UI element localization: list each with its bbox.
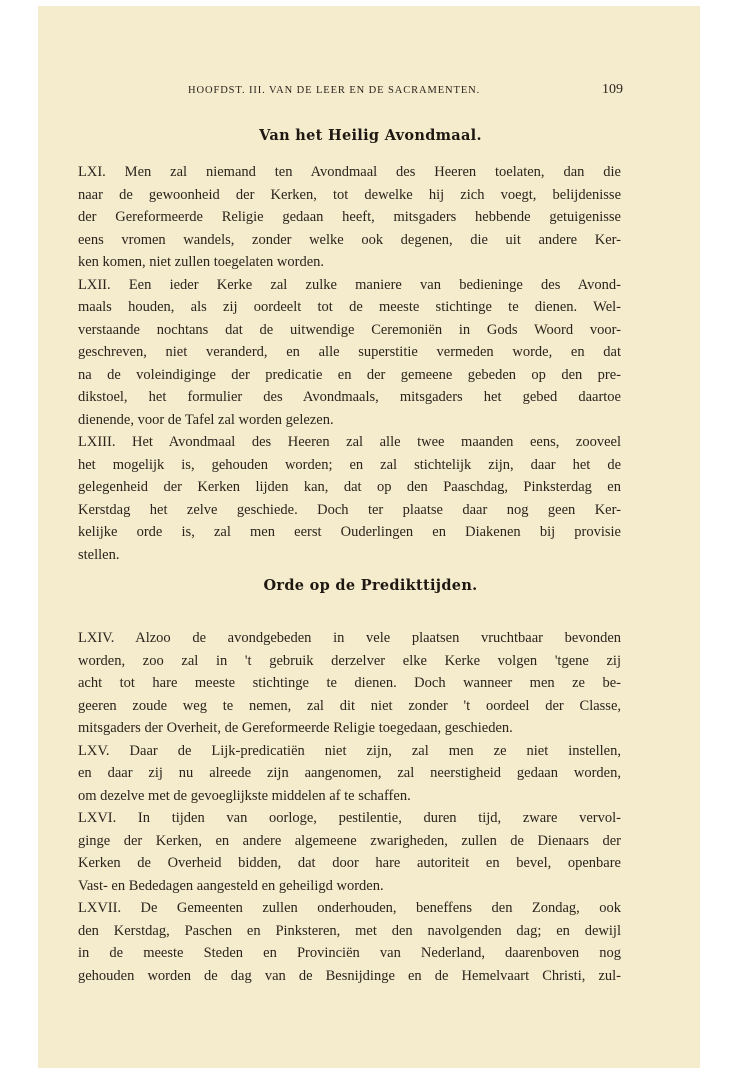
text-line: LXII. Een ieder Kerke zal zulke maniere van bedieninge des Avond- bbox=[78, 276, 621, 293]
text-line: in de meeste Steden en Provinciën van Nederland, daarenboven nog bbox=[78, 945, 621, 961]
section-heading-avondmaal: Van het Heilig Avondmaal. bbox=[259, 127, 482, 144]
book-page bbox=[38, 6, 700, 1068]
text-line: maals houden, als zij oordeelt tot de meeste stichtinge te dienen. Wel- bbox=[78, 299, 621, 315]
section-body-prediktijden bbox=[78, 627, 621, 987]
text-line: en daar zij nu alreede zijn aangenomen, zal neerstigheid gedaan worden, bbox=[78, 765, 621, 781]
text-line: kelijke orde is, zal men eerst Ouderlingen en Diakenen bij provisie bbox=[78, 524, 621, 540]
text-line: Vast- en Bededagen aangesteld en geheiligd worden. bbox=[78, 877, 384, 894]
text-line: eens vromen wandels, zonder welke ook degenen, die uit andere Ker- bbox=[78, 231, 621, 248]
text-line: geeren zoude weg te nemen, zal dit niet zonder 't oordeel der Classe, bbox=[78, 697, 621, 714]
text-line: LXVI. In tijden van oorloge, pestilentie, duren tijd, zware vervol- bbox=[78, 810, 621, 826]
text-line: dikstoel, het formulier des Avondmaals, mitsgaders het gebed daartoe bbox=[78, 389, 621, 405]
text-line: ginge der Kerken, en andere algemeene zwarigheden, zullen de Dienaars der bbox=[78, 832, 621, 849]
text-line: LXVII. De Gemeenten zullen onderhouden, beneffens den Zondag, ook bbox=[78, 900, 621, 916]
text-line: LXIV. Alzoo de avondgebeden in vele plaatsen vruchtbaar bevonden bbox=[78, 630, 621, 646]
text-line: het mogelijk is, gehouden worden; en zal stichtelijk zijn, daar het de bbox=[78, 456, 621, 473]
text-line: gehouden worden de dag van de Besnijdinge en de Hemelvaart Christi, zul- bbox=[78, 967, 621, 984]
text-line: Kerstdag het zelve geschiede. Doch ter plaatse daar nog geen Ker- bbox=[78, 501, 621, 518]
text-line: naar de gewoonheid der Kerken, tot dewelke hij zich voegt, belijdenisse bbox=[78, 186, 621, 203]
text-line: ken komen, niet zullen toegelaten worden. bbox=[78, 254, 325, 270]
text-line: na de voleindiginge der predicatie en der gemeene gebeden op den pre- bbox=[78, 366, 621, 383]
text-line: LXI. Men zal niemand ten Avondmaal des Heeren toelaten, dan die bbox=[78, 164, 621, 180]
section-heading-prediktijden: Orde op de Predikttijden. bbox=[263, 577, 478, 594]
text-line: Kerken de Overheid bidden, dat door hare autoriteit en bevel, openbare bbox=[78, 855, 621, 871]
text-line: LXV. Daar de Lijk-predicatiën niet zijn, zal men ze niet instellen, bbox=[78, 742, 621, 759]
text-line: geschreven, niet veranderd, en alle superstitie vermeden worde, en dat bbox=[78, 344, 621, 360]
text-line: der Gereformeerde Religie gedaan heeft, mitsgaders hebbende getuigenisse bbox=[78, 209, 621, 225]
text-line: gelegenheid der Kerken lijden kan, dat op den Paaschdag, Pinksterdag en bbox=[78, 479, 621, 495]
text-line: om dezelve met de gevoeglijkste middelen af te schaffen. bbox=[78, 787, 411, 804]
running-title: HOOFDST. III. VAN DE LEER EN DE SACRAMENTEN. bbox=[188, 85, 481, 96]
text-line: LXIII. Het Avondmaal des Heeren zal alle twee maanden eens, zooveel bbox=[78, 434, 621, 450]
running-head bbox=[188, 82, 623, 98]
section-body-avondmaal bbox=[78, 161, 621, 566]
text-line: acht tot hare meeste stichtinge te dienen. Doch wanneer men ze be- bbox=[78, 675, 621, 691]
text-line: verstaande nochtans dat de uitwendige Ceremoniën in Gods Woord voor- bbox=[78, 321, 621, 338]
text-line: dienende, voor de Tafel zal worden gelezen. bbox=[78, 411, 334, 428]
text-line: den Kerstdag, Paschen en Pinksteren, met den navolgenden dag; en dewijl bbox=[78, 922, 621, 939]
text-line: mitsgaders der Overheit, de Gereformeerde Religie toegedaan, geschieden. bbox=[78, 720, 513, 736]
text-line: worden, zoo zal in 't gebruik derzelver elke Kerke volgen 'tgene zij bbox=[78, 652, 621, 669]
page-number: 109 bbox=[602, 82, 623, 97]
text-line: stellen. bbox=[78, 546, 120, 563]
